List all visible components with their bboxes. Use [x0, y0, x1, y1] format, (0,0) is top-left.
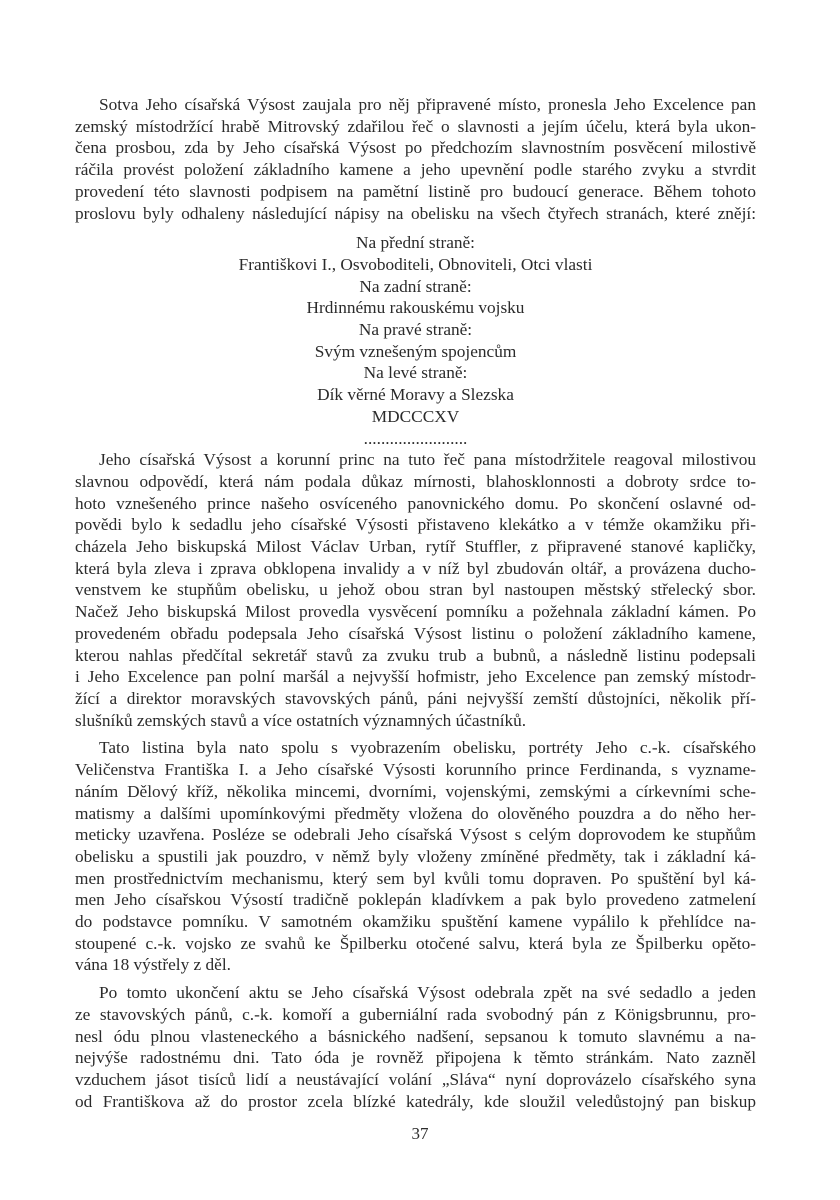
text-line: žící a direktor moravských stavovských pánů, páni nejvyšší zemští důstojníci, několik pří-	[75, 688, 756, 708]
text-line: nesl ódu plnou vlasteneckého a básnického nadšení, sepsanou k tomuto slavnému a na-	[75, 1026, 756, 1046]
text-line: Jeho císařská Výsost a korunní princ na tuto řeč pana místodržitele reagoval milostivou	[99, 450, 756, 470]
inscription-heading-front: Na přední straně:	[355, 233, 475, 253]
text-line: provedení této slavnosti podpisem na pamětní listině pro budoucí generace. Během tohoto	[75, 181, 756, 201]
paragraph-1	[75, 94, 756, 224]
text-line: Tato listina byla nato spolu s vyobrazením obelisku, portréty Jeho c.-k. císařského	[99, 738, 756, 758]
text-line: i Jeho Excelence pan polní maršál a nejvyšší hofmistr, jeho Excelence pan zemský místodr-	[75, 667, 756, 687]
text-line: venstvem ke stupňům obelisku, u jehož obou stran byl nastoupen městský střelecký sbor.	[75, 580, 756, 600]
text-line: Načež Jeho biskupská Milost provedla vysvěcení pomníku a požehnala základní kámen. Po	[75, 602, 756, 622]
text-line: která byla zleva i zprava obklopena invalidy a v níž byl zbudován oltář, a provázena ducho-	[75, 558, 756, 578]
text-line: Sotva Jeho císařská Výsost zaujala pro něj připravené místo, pronesla Jeho Excelence pan	[99, 95, 756, 114]
text-line: nejvýše radostnému dni. Tato óda je rovněž připojena k těmto stránkám. Nato zazněl	[75, 1048, 756, 1068]
text-line: kterou nahlas předčítal sekretář stavů za zvuku trub a bubnů, a následně listinu podepsali	[75, 645, 756, 665]
inscription-heading-back: Na zadní straně:	[359, 276, 472, 296]
text-line: hoto vznešeného prince našeho osvíceného panovnického domu. Po skončení oslavné od-	[75, 493, 756, 513]
text-line: povědi bylo k sedadlu jeho císařské Výsosti přistaveno klekátko a v témže okamžiku při-	[75, 515, 756, 535]
text-line: zemský místodržící hrabě Mitrovský zdařilou řeč o slavnosti a jejím účelu, která byla ukon-	[75, 116, 756, 136]
text-line: slušníků zemských stavů a více ostatních významných účastníků.	[75, 710, 527, 730]
inscription-back: Hrdinnému rakouskému vojsku	[306, 298, 525, 318]
text-line: do podstavce pomníku. V samotném okamžiku spuštění kamene vypálilo k přehlídce na-	[75, 912, 756, 932]
text-line: obelisku a spustili jak pouzdro, v němž byly vloženy zmíněné předměty, tak i základní ká-	[75, 846, 756, 866]
text-line: stoupené c.-k. vojsko ze svahů ke Špilberku otočené salvu, která byla ze Špilberku opěto-	[75, 933, 756, 953]
text-line: čena prosbou, zda by Jeho císařská Výsost po předchozím slavnostním posvěcení milostivě	[75, 138, 756, 158]
inscription-heading-right: Na pravé straně:	[358, 320, 473, 340]
text-line: ráčila provést položení základního kamene a jeho upevnění podle starého zvyku a stvrdit	[75, 160, 756, 180]
obelisk-inscriptions	[75, 232, 756, 449]
text-line: men Jeho císařskou Výsostí tradičně poklepán kladívkem a pak bylo provedeno zatmelení	[75, 890, 756, 910]
text-line: proslovu byly odhaleny následující nápisy na obelisku na všech čtyřech stranách, které znějí:	[75, 203, 756, 223]
text-line: náním Dělový kříž, několika mincemi, dvorními, vojenskými, zemskými a církevními sche-	[75, 781, 756, 801]
paragraph-4	[75, 982, 756, 1112]
page-number: 37	[411, 1124, 429, 1143]
text-line: ze stavovských pánů, c.-k. komoří a guberniální rada svobodný pán z Königsbrunnu, pro-	[75, 1004, 756, 1024]
inscription-left: Dík věrné Moravy a Slezska	[317, 385, 514, 405]
text-line: provedeném obřadu podepsala Jeho císařská Výsost listinu o položení základního kamene,	[75, 623, 756, 643]
ellipsis-separator: ........................	[363, 428, 468, 448]
text-line: Po tomto ukončení aktu se Jeho císařská Výsost odebrala zpět na své sedadlo a jeden	[99, 983, 756, 1003]
text-line: cházela Jeho biskupská Milost Václav Urban, rytíř Stuffler, z připravené stanové kapličky,	[75, 537, 756, 557]
paragraph-2	[75, 449, 756, 731]
text-line: matismy a dalšími upomínkovými předměty vložena do olověného pouzdra a do něho her-	[75, 803, 756, 823]
inscription-year: MDCCCXV	[371, 406, 460, 426]
page-body	[75, 94, 756, 1112]
paragraph-3	[75, 737, 756, 976]
text-line: slavnou odpovědí, která nám podala důkaz mírnosti, blahosklonnosti a dobroty srdce to-	[75, 471, 756, 491]
text-line: vána 18 výstřely z děl.	[75, 955, 231, 975]
text-line: Veličenstva Františka I. a Jeho císařské Výsosti korunního prince Ferdinanda, s vyzname-	[75, 760, 756, 780]
inscription-front: Františkovi I., Osvoboditeli, Obnoviteli, Otci vlasti	[238, 254, 593, 274]
inscription-right: Svým vznešeným spojencům	[314, 341, 517, 361]
text-line: vzduchem jásot tisíců lidí a neustávající volání „Sláva“ nyní doprovázelo císařského syna	[75, 1069, 756, 1089]
text-line: meticky uzavřena. Posléze se odebrali Jeho císařská Výsost s celým doprovodem ke stupňům	[75, 825, 756, 845]
text-line: od Františkova až do prostor zcela blízké katedrály, kde sloužil veledůstojný pan biskup	[75, 1091, 756, 1111]
inscription-heading-left: Na levé straně:	[363, 363, 468, 383]
text-line: men prostřednictvím mechanismu, který sem byl kvůli tomu dopraven. Po spuštění byl ká-	[75, 868, 756, 888]
